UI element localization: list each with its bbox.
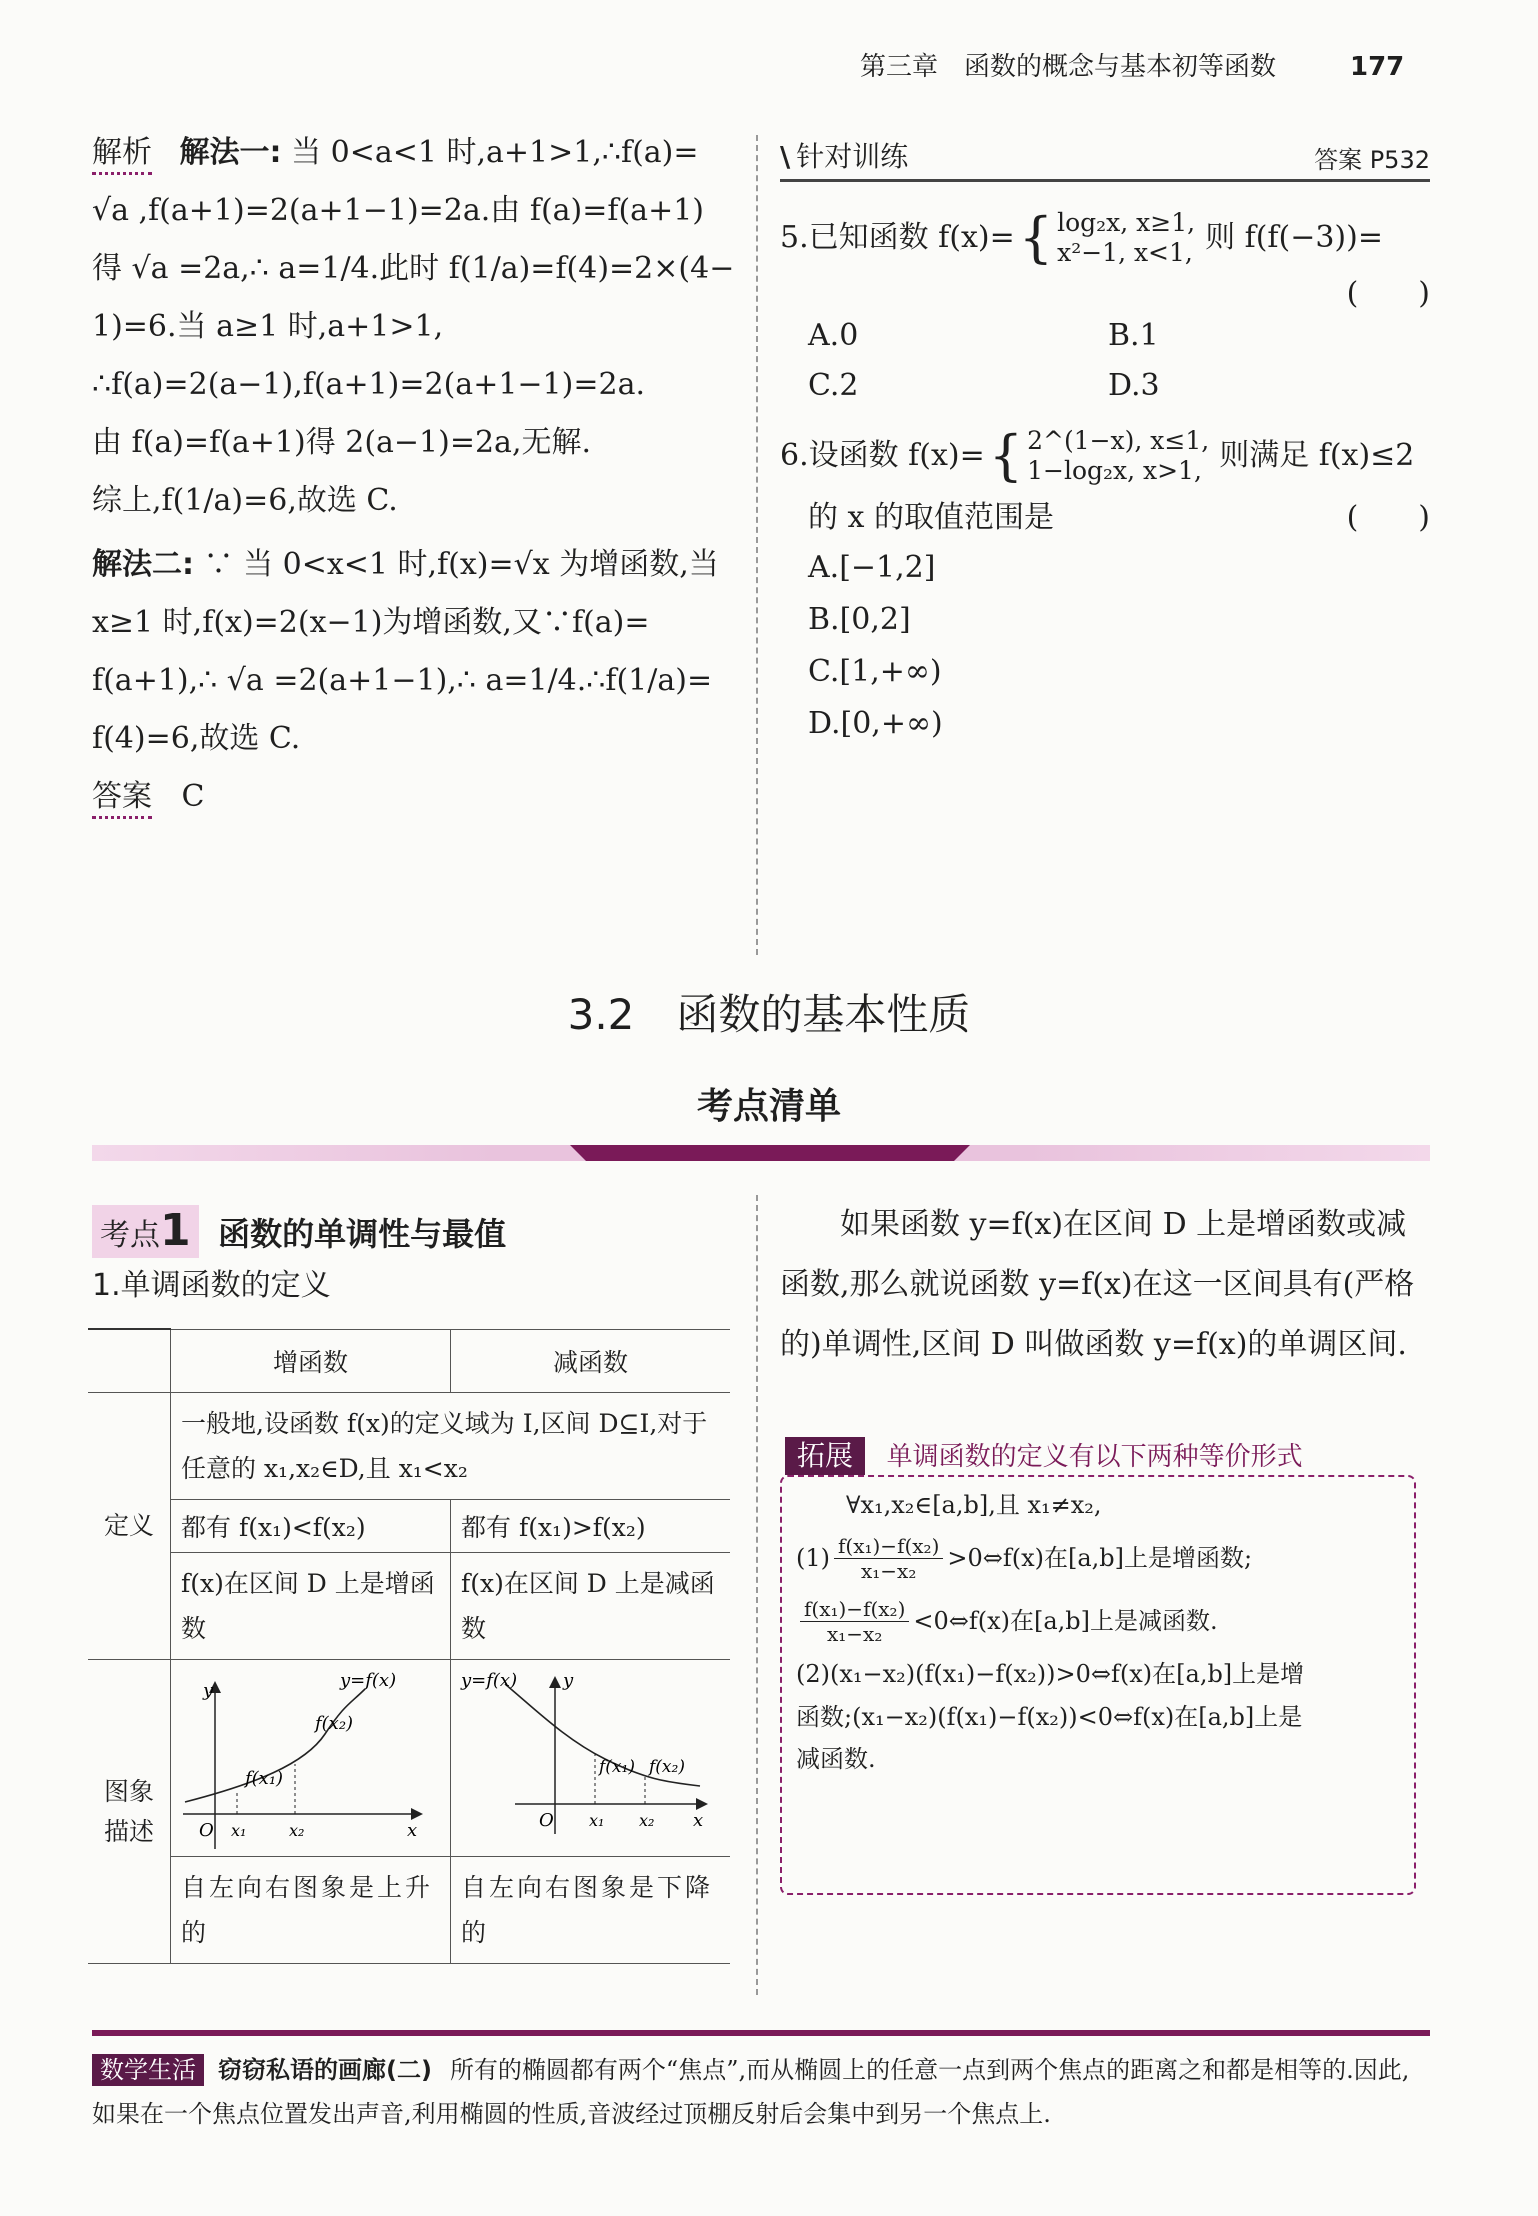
table-corner (88, 1329, 171, 1393)
monotone-table (88, 1328, 730, 1964)
q6-option-b[interactable]: B.[0,2] (808, 602, 911, 637)
row-graph: 图象描述 (88, 1660, 171, 1964)
q5-option-b[interactable]: B.1 (1108, 318, 1159, 353)
method2-line-2: x≥1 时,f(x)=2(x−1)为增函数,又∵f(a)= (92, 605, 650, 640)
q6-paren: ( ) (1346, 500, 1430, 535)
brace-icon: { (1018, 206, 1054, 269)
chapter-header: 第三章 函数的概念与基本初等函数 (860, 52, 1277, 82)
question-5 (780, 208, 1430, 268)
decreasing-conclusion: f(x)在区间 D 上是减函数 (451, 1553, 731, 1660)
q5-option-d[interactable]: D.3 (1108, 368, 1160, 403)
increasing-conclusion: f(x)在区间 D 上是增函数 (171, 1553, 451, 1660)
answer-label: 答案 (92, 779, 152, 819)
decreasing-description: 自左向右图象是下降的 (451, 1857, 731, 1964)
graph-dec-x: x (693, 1810, 704, 1831)
q6-line-2: 的 x 的取值范围是 (808, 500, 1054, 535)
monotone-paragraph: 如果函数 y=f(x)在区间 D 上是增函数或减函数,那么就说函数 y=f(x)在这一区间具有(严格的)单调性,区间 D 叫做函数 y=f(x)的单调区间. (780, 1207, 1415, 1362)
footer-box (92, 2048, 1430, 2137)
solution-line-6: 由 f(a)=f(a+1)得 2(a−1)=2a,无解. (92, 425, 592, 460)
footer-rule (92, 2030, 1430, 2036)
column-divider (756, 135, 758, 955)
q5-option-c[interactable]: C.2 (808, 368, 859, 403)
method2-line-3: f(a+1),∴ √a =2(a+1−1),∴ a=1/4.∴f(1/a)= (92, 663, 713, 698)
training-header (780, 135, 1430, 182)
brace-icon: { (988, 424, 1024, 487)
fraction-numerator: f(x₁)−f(x₂) (834, 1534, 943, 1559)
col-decreasing: 减函数 (451, 1329, 731, 1393)
graph-dec-func: y=f(x) (461, 1670, 518, 1691)
graph-inc-y: y (203, 1680, 214, 1701)
col-increasing: 增函数 (171, 1329, 451, 1393)
solution-line-7: 综上,f(1/a)=6,故选 C. (92, 483, 398, 518)
q5-case-1: log₂x, x≥1, (1057, 208, 1196, 237)
graph-inc-x: x (407, 1820, 418, 1841)
q5-option-a[interactable]: A.0 (808, 318, 859, 353)
graph-dec-fx1: f(x₁) (599, 1757, 635, 1777)
extension-heading (785, 1437, 1303, 1475)
fraction-denominator: x₁−x₂ (861, 1558, 917, 1583)
increasing-graph-cell (171, 1660, 451, 1857)
q6-options (780, 550, 1430, 742)
q5-options (780, 318, 1430, 404)
definition-common: 一般地,设函数 f(x)的定义域为 I,区间 D⊆I,对于任意的 x₁,x₂∈D,且 x₁<x₂ (171, 1393, 731, 1500)
graph-inc-fx1: f(x₁) (245, 1768, 284, 1789)
kaodian-heading (92, 1205, 506, 1258)
q6-option-c[interactable]: C.[1,+∞) (808, 654, 942, 689)
decreasing-graph (455, 1664, 717, 1854)
graph-dec-x1: x₁ (589, 1811, 605, 1830)
section-subtitle: 考点清单 (696, 1086, 841, 1127)
q5-stem: 5.已知函数 f(x)= (780, 220, 1015, 255)
graph-dec-y: y (563, 1670, 574, 1691)
question-6 (780, 426, 1430, 486)
extension-tag: 拓展 (785, 1437, 865, 1475)
graph-inc-o: O (199, 1820, 214, 1841)
extension-fraction-1 (834, 1534, 943, 1583)
footer-title: 窃窃私语的画廊(二) (218, 2056, 432, 2084)
method2-line-1: ∵ 当 0<x<1 时,f(x)=√x 为增函数,当 (203, 547, 719, 582)
q6-option-d[interactable]: D.[0,+∞) (808, 706, 943, 741)
extension-box (780, 1475, 1416, 1895)
extension-line-0: ∀x₁,x₂∈[a,b],且 x₁≠x₂, (846, 1491, 1102, 1519)
column-divider-lower (756, 1195, 758, 1995)
training-title: \ 针对训练 (780, 135, 908, 175)
method1-title: 解法一: (179, 135, 282, 170)
q6-option-a[interactable]: A.[−1,2] (808, 550, 936, 585)
extension-line-4: 函数;(x₁−x₂)(f(x₁)−f(x₂))<0⇔f(x)在[a,b]上是 (796, 1702, 1303, 1731)
solution-line-1: 当 0<a<1 时,a+1>1,∴f(a)= (291, 135, 699, 170)
graph-inc-x2: x₂ (289, 1821, 305, 1840)
fraction-numerator: f(x₁)−f(x₂) (800, 1597, 909, 1622)
kaodian-label-text: 考点 (100, 1218, 160, 1253)
decreasing-condition: 都有 f(x₁)>f(x₂) (451, 1500, 731, 1553)
graph-inc-x1: x₁ (231, 1821, 247, 1840)
section-band-center (570, 1145, 970, 1161)
solution-line-4: 1)=6.当 a≥1 时,a+1>1, (92, 309, 444, 344)
answer-ref: 答案 P532 (1314, 146, 1430, 174)
extension-l1-suffix: >0⇔f(x)在[a,b]上是增函数; (947, 1543, 1253, 1572)
extension-fraction-2 (800, 1597, 909, 1646)
fraction-denominator: x₁−x₂ (827, 1621, 883, 1646)
kaodian-number: 1 (160, 1205, 191, 1256)
q6-tail: 则满足 f(x)≤2 (1219, 438, 1415, 473)
decreasing-graph-cell (451, 1660, 731, 1857)
graph-dec-o: O (539, 1810, 554, 1831)
row-definition: 定义 (88, 1393, 171, 1660)
footer-tag: 数学生活 (92, 2054, 204, 2086)
method2-title: 解法二: (92, 547, 194, 582)
solution-block (92, 135, 735, 837)
increasing-condition: 都有 f(x₁)<f(x₂) (171, 1500, 451, 1553)
definition-subtitle: 1.单调函数的定义 (92, 1268, 331, 1303)
q5-tail: 则 f(f(−3))= (1205, 220, 1383, 255)
q6-stem: 6.设函数 f(x)= (780, 438, 985, 473)
solution-line-2: √a ,f(a+1)=2(a+1−1)=2a.由 f(a)=f(a+1) (92, 193, 704, 228)
graph-dec-fx2: f(x₂) (649, 1757, 685, 1777)
extension-l2-suffix: <0⇔f(x)在[a,b]上是减函数. (913, 1606, 1218, 1635)
footer-text: 所有的椭圆都有两个“焦点”,而从椭圆上的任意一点到两个焦点的距离之和都是相等的.因此,如果在一个焦点位置发出声音,利用椭圆的性质,音波经过顶棚反射后会集中到另一个焦点上. (92, 2056, 1410, 2129)
increasing-description: 自左向右图象是上升的 (171, 1857, 451, 1964)
q5-paren: ( ) (1346, 276, 1430, 311)
q5-case-2: x²−1, x<1, (1057, 238, 1193, 267)
answer-value: C (181, 779, 205, 814)
method2-line-4: f(4)=6,故选 C. (92, 721, 301, 756)
q6-case-2: 1−log₂x, x>1, (1027, 456, 1202, 485)
extension-caption: 单调函数的定义有以下两种等价形式 (886, 1442, 1303, 1472)
solution-line-3: 得 √a =2a,∴ a=1/4.此时 f(1/a)=f(4)=2×(4− (92, 251, 735, 286)
training-block (780, 135, 1430, 758)
extension-line-5: 减函数. (796, 1745, 876, 1774)
solution-line-5: ∴f(a)=2(a−1),f(a+1)=2(a+1−1)=2a. (92, 367, 645, 402)
extension-l1-prefix: (1) (796, 1543, 830, 1572)
kaodian-label (92, 1205, 199, 1258)
graph-dec-x2: x₂ (639, 1811, 655, 1830)
extension-line-3: (2)(x₁−x₂)(f(x₁)−f(x₂))>0⇔f(x)在[a,b]上是增 (796, 1659, 1305, 1688)
page-number: 177 (1350, 52, 1405, 82)
graph-inc-fx2: f(x₂) (315, 1713, 354, 1734)
q6-case-1: 2^(1−x), x≤1, (1027, 426, 1210, 455)
increasing-graph (175, 1664, 437, 1854)
kaodian-title: 函数的单调性与最值 (218, 1215, 507, 1253)
analysis-label: 解析 (92, 135, 152, 175)
section-title: 3.2 函数的基本性质 (567, 990, 971, 1039)
graph-inc-func: y=f(x) (340, 1670, 397, 1691)
